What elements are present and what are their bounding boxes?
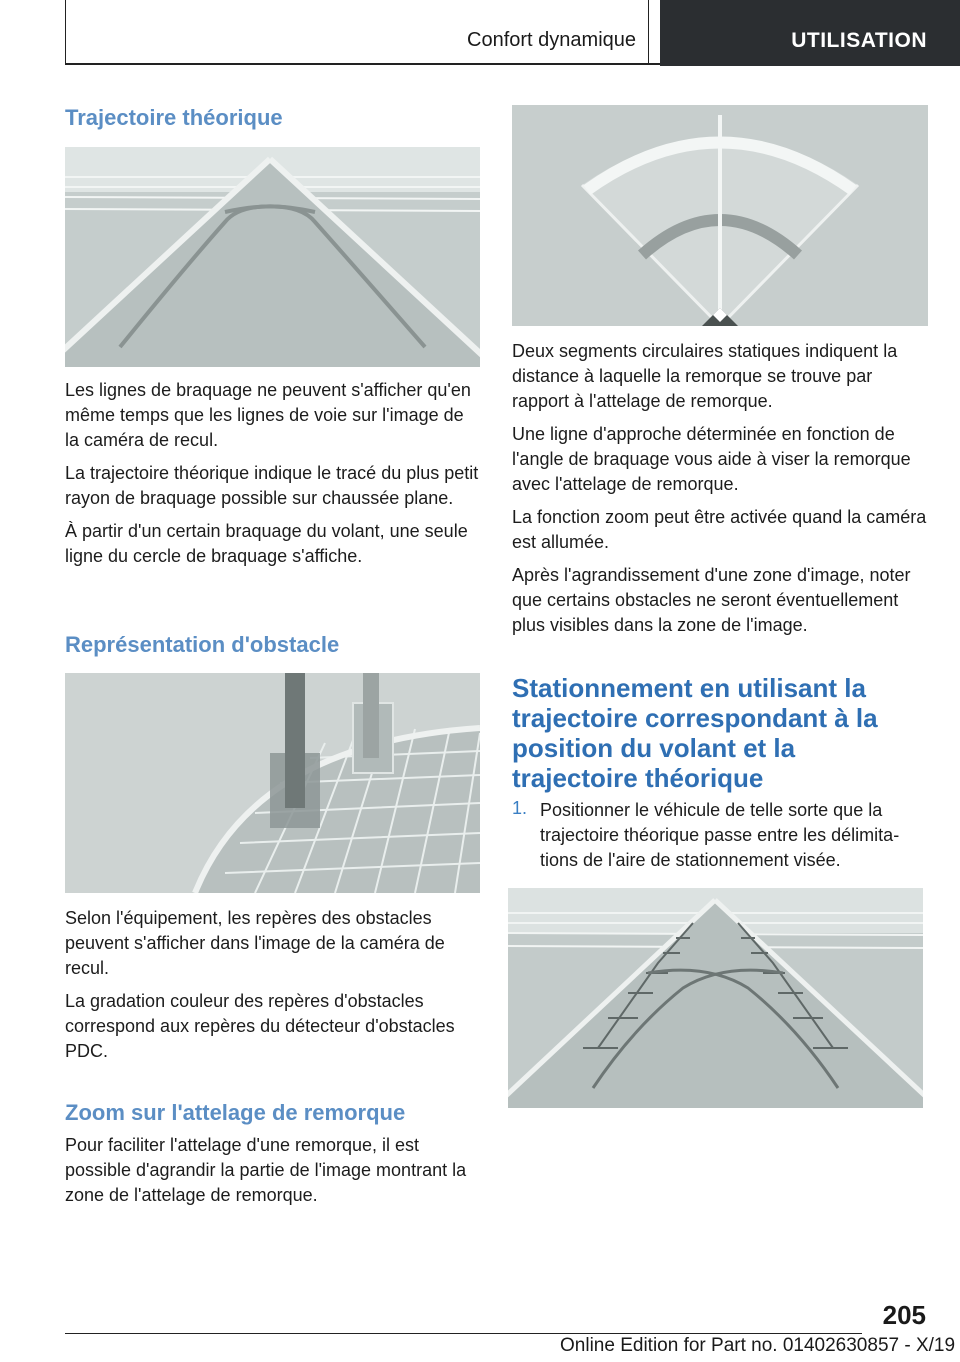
paragraph: La gradation couleur des repères d'obstacles correspond aux repères du détecteur d'obstacles PDC. (65, 991, 455, 1061)
header-rule-bottom (65, 63, 662, 65)
paragraph: Deux segments circulaires statiques indiquent la distance à laquelle la remorque se trouve par rapport à l'attelage de remorque. (512, 341, 898, 411)
parking-trajectory-illustration (508, 888, 923, 1108)
heading-zoom: Zoom sur l'attelage de remorque (65, 1100, 406, 1125)
figure-obstacle (65, 673, 480, 893)
heading-obstacle: Représentation d'obstacle (65, 632, 340, 657)
list-number: 1. (512, 798, 528, 818)
running-section-title: Confort dynamique (467, 29, 636, 51)
figure-trajectoire (65, 147, 480, 367)
list-item-text: Positionner le véhicule de telle sorte que la trajectoire théorique passe entre les délimitations de l'aire de stationnement visée. (540, 800, 900, 870)
paragraph: Après l'agrandissement d'une zone d'image, noter que certains obstacles ne seront éventuellement plus visibles dans la zone de l'image. (512, 565, 911, 635)
page-number: 205 (882, 1300, 926, 1330)
paragraph: À partir d'un certain braquage du volant, une seule ligne du cercle de braquage s'affiche. (65, 521, 468, 566)
header-rule-mid (648, 0, 649, 64)
figure-stationnement (508, 888, 923, 1108)
paragraph: Les lignes de braquage ne peuvent s'afficher qu'en même temps que les lignes de voie sur l'image de la caméra de recul. (65, 380, 471, 450)
paragraph: Une ligne d'approche déterminée en fonction de l'angle de braquage vous aide à viser la remorque avec l'attelage de remorque. (512, 424, 911, 494)
paragraph: Selon l'équipement, les repères des obstacles peuvent s'afficher dans l'image de la caméra de recul. (65, 908, 445, 978)
paragraph: Pour faciliter l'attelage d'une remorque, il est possible d'agrandir la partie de l'image montrant la zone de l'attelage de remorque. (65, 1135, 467, 1205)
chapter-tab-label: UTILISATION (791, 29, 927, 52)
figure-zoom-attelage (512, 105, 928, 326)
heading-stationnement: Stationnement en utilisant la trajectoire correspondant à la position du volant et la trajectoire théorique (512, 673, 878, 793)
heading-trajectoire: Trajectoire théorique (65, 105, 283, 130)
obstacle-illustration (65, 673, 480, 893)
chapter-tab (660, 0, 960, 66)
trajectory-illustration (65, 147, 480, 367)
hitch-zoom-illustration (512, 105, 928, 326)
paragraph: La fonction zoom peut être activée quand la caméra est allumée. (512, 507, 927, 552)
paragraph: La trajectoire théorique indique le tracé du plus petit rayon de braquage possible sur chaussée plane. (65, 463, 479, 508)
edition-note: Online Edition for Part no. 01402630857 - X/19 (560, 1335, 956, 1356)
footer-rule (65, 1333, 862, 1334)
header-rule-left (65, 0, 66, 64)
